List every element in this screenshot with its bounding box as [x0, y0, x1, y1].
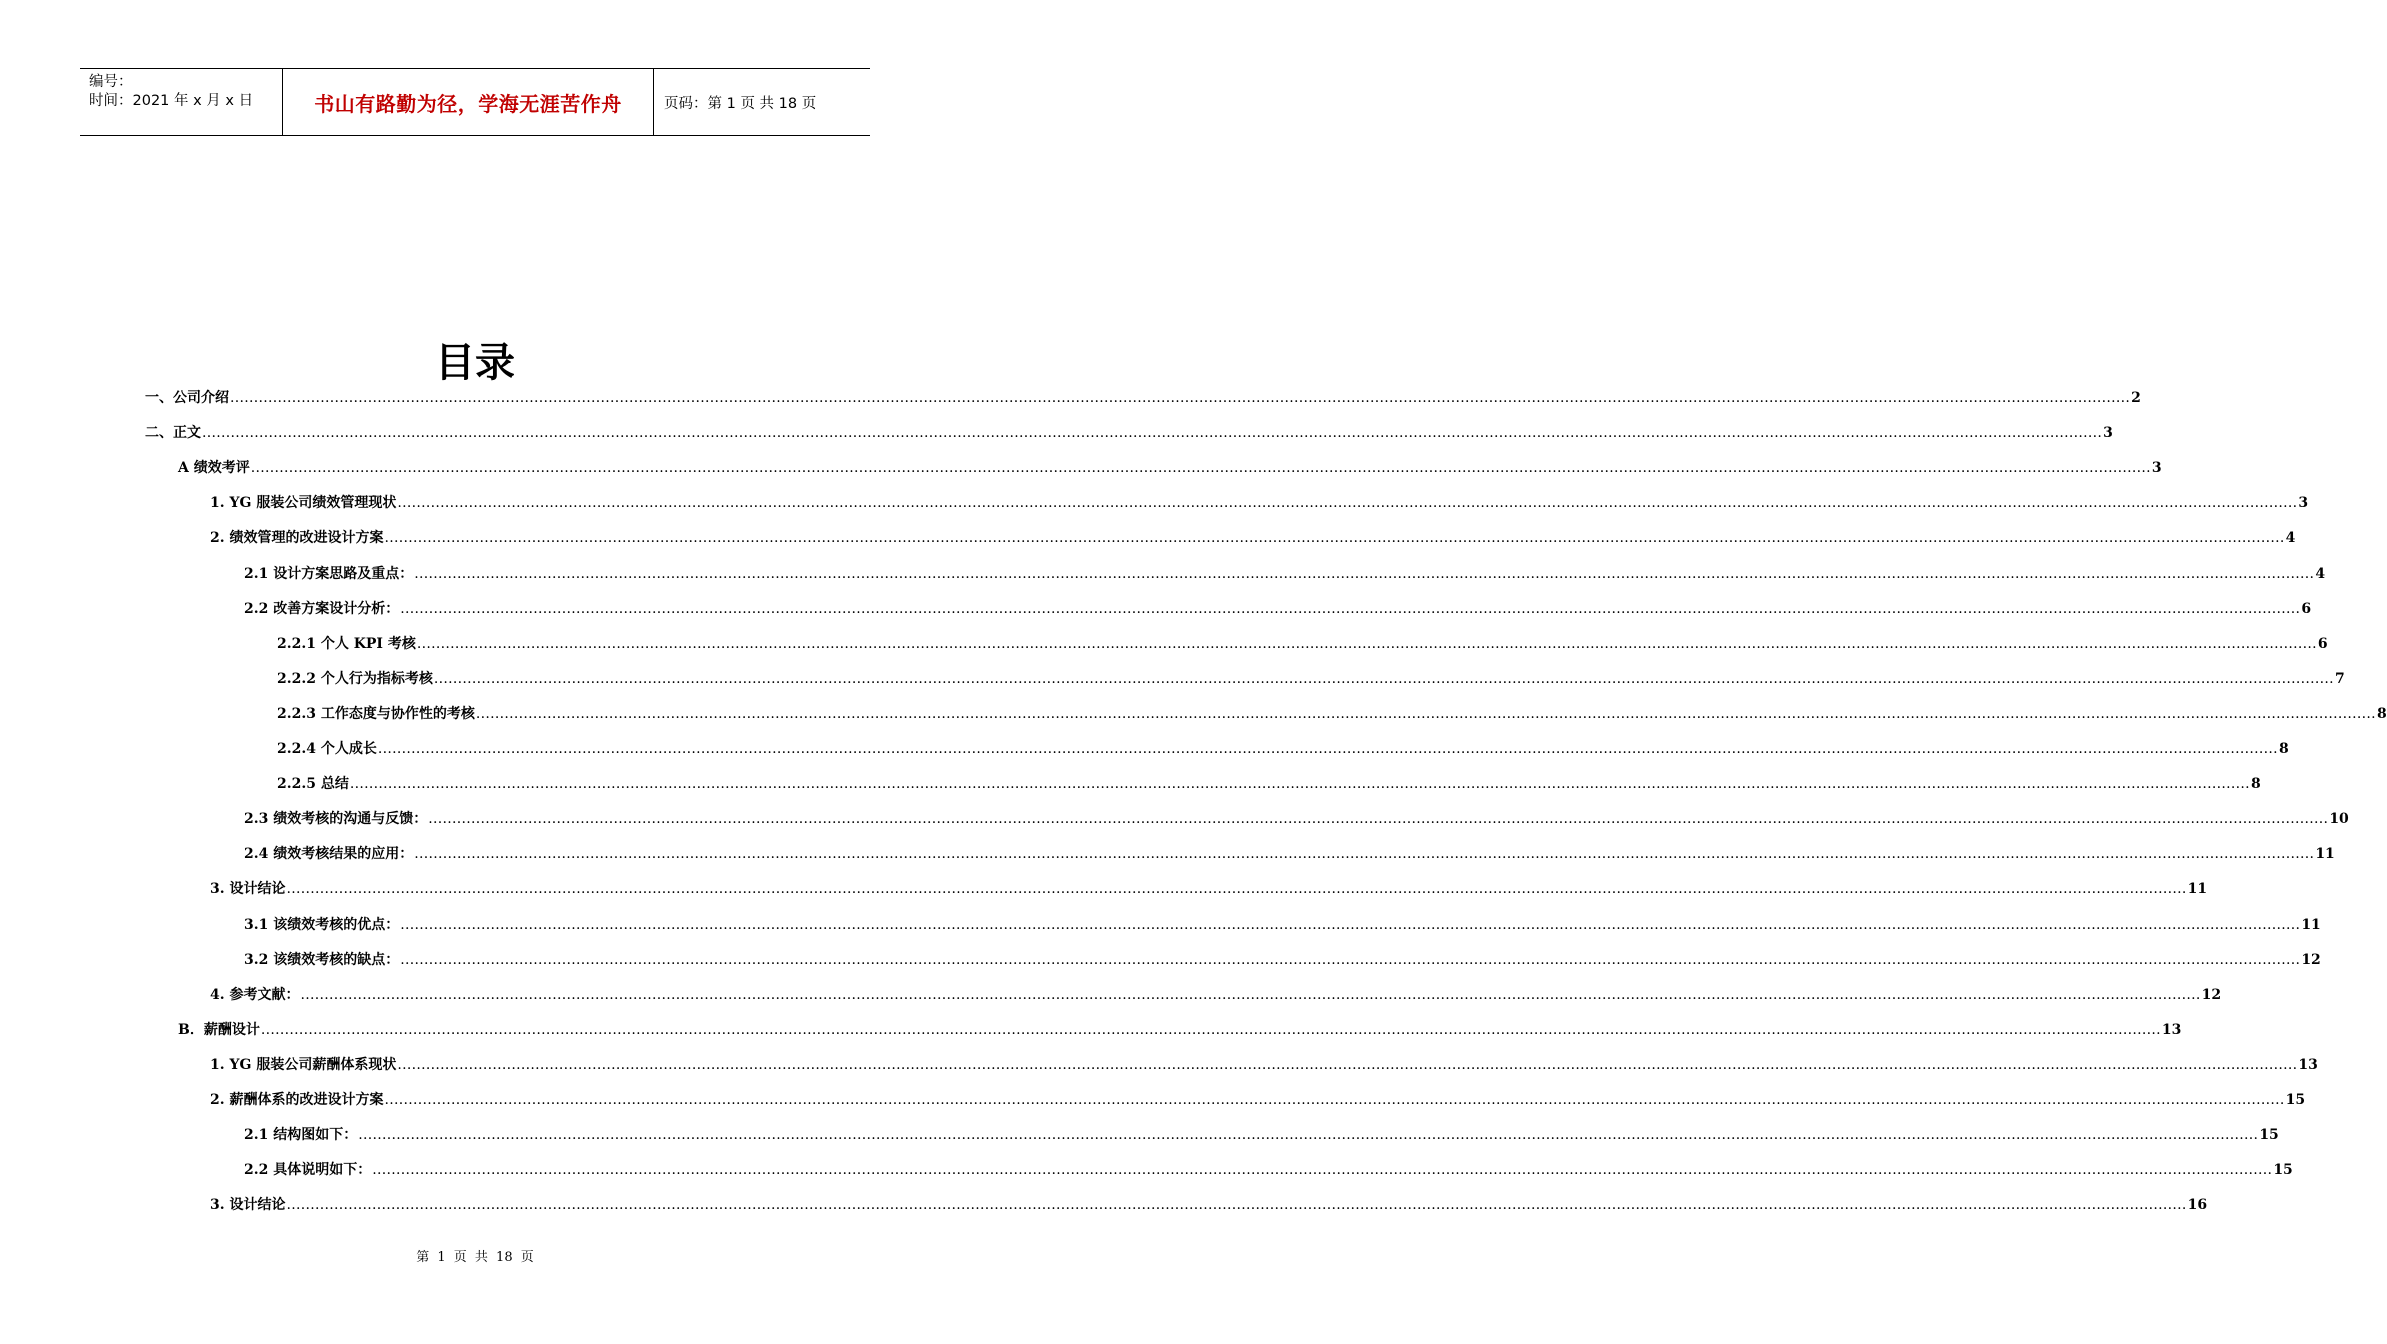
- toc-dot-leader: ................................................................................................................................................................................................................................................................................................................................................................................................................: [300, 986, 2201, 1003]
- toc-entry-label: 2.4 绩效考核结果的应用：: [244, 846, 414, 863]
- toc-dot-leader: ................................................................................................................................................................................................................................................................................................................................................................................................................: [384, 1092, 2285, 1108]
- toc-entry[interactable]: [244, 1159, 2293, 1181]
- toc-entry-label: 二、正文: [145, 425, 201, 442]
- toc-entry-page: 3: [2298, 495, 2309, 512]
- toc-entry[interactable]: [277, 773, 2261, 795]
- toc-entry[interactable]: [210, 527, 2296, 549]
- toc-entry-page: 8: [2250, 776, 2261, 793]
- toc-entry-page: 11: [2315, 846, 2335, 863]
- toc-dot-leader: ................................................................................................................................................................................................................................................................................................................................................................................................................: [260, 1021, 2161, 1038]
- toc-entry-label: 2.2.2 个人行为指标考核: [277, 670, 433, 687]
- toc-entry-page: 8: [2278, 741, 2289, 757]
- toc-dot-leader: ................................................................................................................................................................................................................................................................................................................................................................................................................: [397, 495, 2298, 512]
- toc-entry[interactable]: [210, 1089, 2306, 1111]
- header-time-label: 时间：2021 年 x 月 x 日: [89, 93, 254, 109]
- toc-entry[interactable]: [145, 422, 2113, 444]
- toc-entry[interactable]: [277, 738, 2289, 760]
- toc-entry-label: 1. YG 服装公司薪酬体系现状: [210, 1056, 397, 1073]
- toc-dot-leader: ................................................................................................................................................................................................................................................................................................................................................................................................................: [286, 1197, 2187, 1214]
- toc-entry-label: 2.2.4 个人成长: [277, 741, 377, 757]
- toc-dot-leader: ................................................................................................................................................................................................................................................................................................................................................................................................................: [416, 635, 2317, 652]
- toc-entry-label: 2.3 绩效考核的沟通与反馈：: [244, 811, 428, 828]
- toc-dot-leader: ................................................................................................................................................................................................................................................................................................................................................................................................................: [400, 951, 2301, 968]
- toc-entry[interactable]: [277, 668, 2345, 690]
- toc-entry[interactable]: [210, 984, 2222, 1006]
- toc-entry-page: 8: [2376, 705, 2387, 722]
- toc-entry-label: 2.2 改善方案设计分析：: [244, 600, 400, 617]
- toc-entry-page: 15: [2285, 1092, 2306, 1108]
- toc-entry[interactable]: [210, 878, 2208, 900]
- toc-entry[interactable]: [244, 843, 2335, 865]
- toc-entry-label: 2. 绩效管理的改进设计方案: [210, 530, 384, 547]
- toc-entry-page: 4: [2315, 565, 2326, 582]
- toc-dot-leader: ................................................................................................................................................................................................................................................................................................................................................................................................................: [202, 425, 2103, 442]
- toc-dot-leader: ................................................................................................................................................................................................................................................................................................................................................................................................................: [372, 1162, 2273, 1179]
- toc-entry-label: 1. YG 服装公司绩效管理现状: [210, 495, 397, 512]
- toc-entry[interactable]: [178, 1019, 2182, 1041]
- header-number-label: 编号：: [89, 74, 133, 90]
- toc-dot-leader: ................................................................................................................................................................................................................................................................................................................................................................................................................: [377, 741, 2278, 757]
- toc-dot-leader: ................................................................................................................................................................................................................................................................................................................................................................................................................: [414, 565, 2315, 582]
- toc-dot-leader: ................................................................................................................................................................................................................................................................................................................................................................................................................: [400, 916, 2301, 933]
- toc-entry-label: 2.2.3 工作态度与协作性的考核: [277, 705, 475, 722]
- toc-entry-page: 12: [2201, 986, 2222, 1003]
- toc-entry-label: 3. 设计结论: [210, 881, 286, 898]
- toc-entry[interactable]: [210, 1194, 2208, 1216]
- toc-entry-page: 15: [2273, 1162, 2293, 1179]
- toc-dot-leader: ................................................................................................................................................................................................................................................................................................................................................................................................................: [414, 846, 2315, 863]
- header-meta: [80, 69, 282, 135]
- toc-entry-page: 6: [2317, 635, 2328, 652]
- toc-dot-leader: ................................................................................................................................................................................................................................................................................................................................................................................................................: [286, 881, 2187, 898]
- toc-entry[interactable]: [244, 808, 2349, 830]
- toc-entry-label: 2.2 具体说明如下：: [244, 1162, 372, 1179]
- toc-entry-page: 13: [2161, 1021, 2182, 1038]
- toc-entry-page: 10: [2329, 811, 2349, 828]
- toc-dot-leader: ................................................................................................................................................................................................................................................................................................................................................................................................................: [384, 530, 2285, 547]
- toc-entry[interactable]: [244, 1124, 2279, 1146]
- toc-entry-label: 4. 参考文献：: [210, 986, 300, 1003]
- toc-entry[interactable]: [244, 598, 2312, 620]
- toc-dot-leader: ................................................................................................................................................................................................................................................................................................................................................................................................................: [433, 670, 2334, 687]
- toc-entry[interactable]: [145, 387, 2141, 409]
- toc-entry-page: 6: [2301, 600, 2312, 617]
- toc-entry-label: 2.2.1 个人 KPI 考核: [277, 635, 416, 652]
- toc-entry-label: 一、公司介绍: [145, 390, 229, 406]
- toc-entry-label: 2.1 设计方案思路及重点：: [244, 565, 414, 582]
- toc-entry-page: 11: [2187, 881, 2208, 898]
- toc-dot-leader: ................................................................................................................................................................................................................................................................................................................................................................................................................: [358, 1127, 2259, 1144]
- toc-entry-page: 12: [2301, 951, 2321, 968]
- toc-entry-label: 2.1 结构图如下：: [244, 1127, 358, 1144]
- toc-entry-label: 2. 薪酬体系的改进设计方案: [210, 1092, 384, 1108]
- toc-entry-label: 3.1 该绩效考核的优点：: [244, 916, 400, 933]
- toc-entry-page: 3: [2151, 460, 2162, 477]
- toc-entry-label: 3. 设计结论: [210, 1197, 286, 1214]
- toc-entry-label: 3.2 该绩效考核的缺点：: [244, 951, 400, 968]
- toc-entry-label: B．薪酬设计: [178, 1021, 260, 1038]
- toc-entry-page: 13: [2298, 1056, 2318, 1073]
- toc-entry[interactable]: [210, 492, 2309, 514]
- toc-dot-leader: ................................................................................................................................................................................................................................................................................................................................................................................................................: [475, 705, 2376, 722]
- toc-dot-leader: ................................................................................................................................................................................................................................................................................................................................................................................................................: [428, 811, 2329, 828]
- toc-entry-page: 2: [2131, 390, 2141, 406]
- toc-entry-page: 15: [2259, 1127, 2279, 1144]
- toc-entry-label: 2.2.5 总结: [277, 776, 349, 793]
- toc-dot-leader: ................................................................................................................................................................................................................................................................................................................................................................................................................: [349, 776, 2250, 793]
- toc-entry-page: 11: [2301, 916, 2321, 933]
- toc-entry-page: 16: [2187, 1197, 2208, 1214]
- toc-entry-page: 7: [2334, 670, 2345, 687]
- toc-entry-page: 4: [2285, 530, 2296, 547]
- toc-dot-leader: ................................................................................................................................................................................................................................................................................................................................................................................................................: [397, 1056, 2298, 1073]
- toc-dot-leader: ................................................................................................................................................................................................................................................................................................................................................................................................................: [250, 460, 2151, 477]
- toc-entry[interactable]: [244, 949, 2321, 971]
- toc-entry[interactable]: [244, 914, 2321, 936]
- toc-entry-page: 3: [2103, 425, 2113, 442]
- toc-entry[interactable]: [277, 703, 2387, 725]
- toc-dot-leader: ................................................................................................................................................................................................................................................................................................................................................................................................................: [230, 390, 2131, 406]
- toc-entry[interactable]: [244, 563, 2326, 585]
- toc-dot-leader: ................................................................................................................................................................................................................................................................................................................................................................................................................: [400, 600, 2301, 617]
- toc-entry-label: A 绩效考评: [178, 460, 250, 477]
- page-header: [80, 68, 870, 136]
- header-motto: 书山有路勤为径，学海无涯苦作舟: [282, 69, 654, 135]
- page-title: 目录: [435, 340, 515, 386]
- header-page-info: 页码：第 1 页 共 18 页: [664, 95, 817, 112]
- page-footer: 第 1 页 共 18 页: [416, 1250, 534, 1265]
- toc-entry[interactable]: [178, 457, 2162, 479]
- toc-entry[interactable]: [210, 1054, 2318, 1076]
- toc-entry[interactable]: [277, 633, 2328, 655]
